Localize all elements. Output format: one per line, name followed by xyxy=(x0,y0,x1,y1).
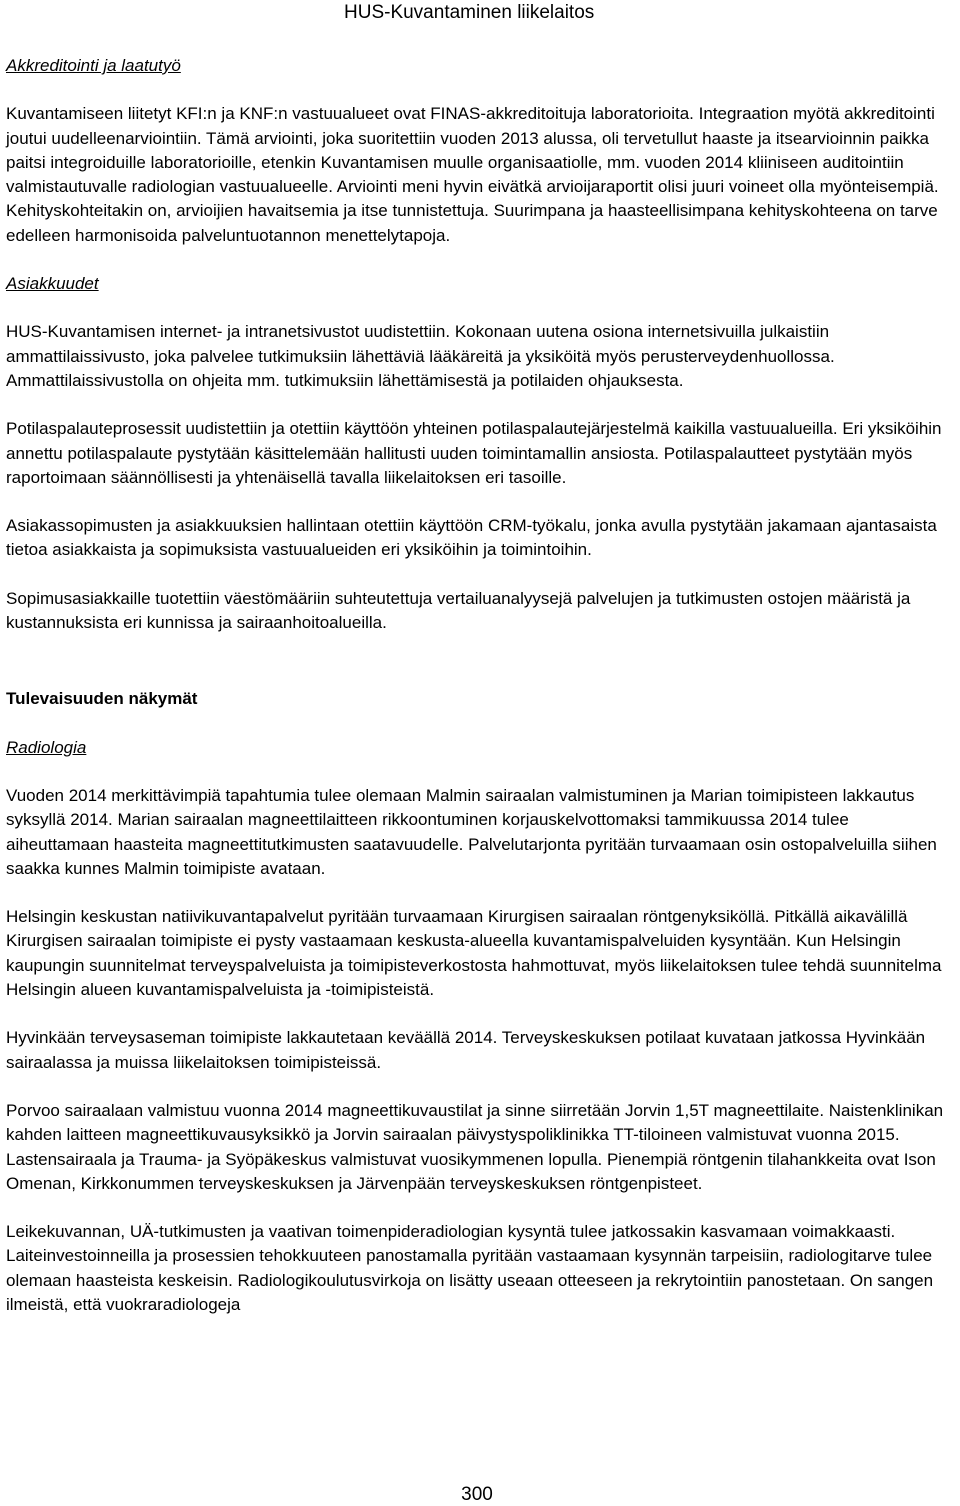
document-body xyxy=(6,54,956,1317)
paragraph-outlook-1: Vuoden 2014 merkittävimpiä tapahtumia tulee olemaan Malmin sairaalan valmistuminen ja Marian toimipisteen lakkautus syksyllä 2014. Marian sairaalan magneettilaitteen rikkoontuminen korjauskelvottomaksi tammikuussa 2014 tulee aiheuttamaan haasteita magneettitutkimusten saatavuudelle. Palvelutarjonta pyritään turvaamaan osin ostopalveluilla siihen saakka kunnes Malmin toimipiste avataan. xyxy=(6,785,937,878)
page-number: 300 xyxy=(461,1484,493,1505)
section-heading-customers: Asiakkuudet xyxy=(6,274,99,294)
paragraph-outlook-5: Leikekuvannan, UÄ-tutkimusten ja vaativan toimenpideradiologian kysyntä tulee jatkossakin kasvamaan voimakkaasti. Laiteinvestoinneilla ja prosessien tehokkuuteen panostamalla pyritään vastaamaan kysynnän tarpeisiin, radiologitarve tulee olemaan haasteista keskeisin. Radiologikoulutusvirkoja on lisätty useaan otteeseen ja rekrytointiin panostetaan. On sangen ilmeistä, että vuokraradiologeja xyxy=(6,1222,934,1314)
subsection-heading-radiology: Radiologia xyxy=(6,737,87,757)
paragraph-customers-4: Sopimusasiakkaille tuotettiin väestömääriin suhteutettuja vertailuanalyysejä palvelujen ja tutkimusten ostojen määristä ja kustannuksista eri kunnissa ja sairaanhoitoalueilla. xyxy=(6,588,911,633)
paragraph-accreditation-1: Kuvantamiseen liitetyt KFI:n ja KNF:n vastuualueet ovat FINAS-akkreditoituja laboratorioita. Integraation myötä akkreditointi joutui uudelleenarviointiin. Tämä arviointi, joka suoritettiin vuoden 2013 alussa, oli tervetullut haaste ja itsearvioinnin paikka paitsi integroiduille laboratorioille, etenkin Kuvantamisen muulle organisaatiolle, mm. vuoden 2014 kliiniseen auditointiin valmistautuvalle radiologian vastuualueelle. Arviointi meni hyvin eivätkä arvioijaraportit olisi juuri voineet olla myönteisempiä. Kehityskohteitakin on, arvioijien havaitsemia ja itse tunnistettuja. Suurimpana ja haasteellisimpana kehityskohteena on tarve edelleen harmonisoida palveluntuotannon menettelytapoja. xyxy=(6,104,939,245)
section-heading-accreditation: Akkreditointi ja laatutyö xyxy=(6,56,181,75)
paragraph-outlook-2: Helsingin keskustan natiivikuvantapalvelut pyritään turvaamaan Kirurgisen sairaalan röntgenyksiköllä. Pitkällä aikavälillä Kirurgisen sairaalan toimipiste ei pysty vastaamaan keskusta-alueella kuvantamispalveluiden kysyntään. Kun Helsingin kaupungin suunnitelmat terveyspalveluista ja toimipisteverkostosta hahmottuvat, myös liikelaitoksen tulee tehdä suunnitelma Helsingin alueen kuvantamispalveluista ja -toimipisteistä. xyxy=(6,907,942,1000)
section-heading-outlook: Tulevaisuuden näkymät xyxy=(6,689,198,709)
paragraph-outlook-3: Hyvinkään terveysaseman toimipiste lakkautetaan keväällä 2014. Terveyskeskuksen potilaat kuvataan jatkossa Hyvinkään sairaalassa ja muissa liikelaitoksen toimipisteissä. xyxy=(6,1028,926,1072)
paragraph-customers-1: HUS-Kuvantamisen internet- ja intranetsivustot uudistettiin. Kokonaan uutena osiona internetsivuilla julkaistiin ammattilaissivusto, joka palvelee tutkimuksiin lähettäviä lääkäreitä ja yksiköitä myös perusterveydenhuollossa. Ammattilaissivustolla on ohjeita mm. tutkimuksiin lähettämisestä ja potilaiden ohjauksesta. xyxy=(6,322,835,390)
page-header-title: HUS-Kuvantaminen liikelaitos xyxy=(344,2,595,23)
paragraph-customers-3: Asiakassopimusten ja asiakkuuksien hallintaan otettiin käyttöön CRM-työkalu, jonka avulla pystytään jakamaan ajantasaista tietoa asiakkaista ja sopimuksista vastuualueiden eri yksiköihin ja toimintoihin. xyxy=(6,516,937,560)
paragraph-outlook-4: Porvoo sairaalaan valmistuu vuonna 2014 magneettikuvaustilat ja sinne siirretään Jorvin 1,5T magneettilaite. Naistenklinikan kahden laitteen magneettikuvausyksikkö ja Jorvin sairaalan päivystyspoliklinikka TT-tiloineen valmistuvat vuonna 2015. Lastensairaala ja Trauma- ja Syöpäkeskus valmistuvat vuosikymmenen lopulla. Pienempiä röntgenin tilahankkeita ovat Ison Omenan, Kirkkonummen terveyskeskuksen ja Järvenpään terveyskeskuksen röntgenpisteet. xyxy=(6,1100,944,1193)
paragraph-customers-2: Potilaspalauteprosessit uudistettiin ja otettiin käyttöön yhteinen potilaspalautejärjestelmä kaikilla vastuualueilla. Eri yksiköihin annettu potilaspalaute pystytään käsittelemään hallitusti uuden toimintamallin ansiosta. Potilaspalautteet pystytään myös raportoimaan säännöllisesti ja yhtenäisellä tavalla liikelaitoksen eri tasoille. xyxy=(6,419,942,487)
